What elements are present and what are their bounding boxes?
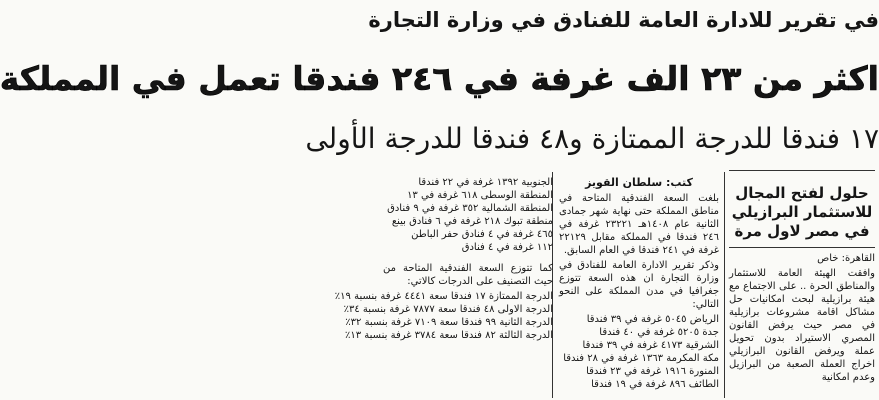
article-subheadline: ١٧ فندقا للدرجة الممتازة و٤٨ فندقا للدرجة الأولى [305, 122, 879, 155]
city-item: الرياض ٥٠٤٥ غرفة في ٣٩ فندقا [586, 314, 719, 325]
classification-row: الدرجة الثانية ٩٩ فندقا سعة ٧١٠٩ غرفة بنسبة ٣٢٪ [345, 317, 553, 328]
region-item: الجنوبية ١٣٩٢ غرفة في ٢٢ فندقا [418, 177, 553, 188]
sidebar-title-rule [729, 247, 875, 248]
article-paragraph: بلغت السعة الفندقية المتاحة في مناطق المملكة حتى نهاية شهر جمادى الثانية عام ١٤٠٨هـ ٢٣٢٢١ غرفة في ٢٤٦ فندقا في المملكة مقابل ٢٢١٢٩ غرفة في ٢٤١ فندقا في العام السابق. [559, 193, 719, 256]
classification-list [334, 290, 553, 342]
region-item: المنطقة الشمالية ٣٥٢ غرفة في ٩ فنادق [387, 203, 553, 214]
article-paragraph: وذكر تقرير الادارة العامة للفنادق في وزارة التجارة ان هذه السعة تتوزع جغرافيا في مدن المملكة على النحو التالي: [559, 260, 719, 310]
region-item: المنطقة الوسطى ٦١٨ غرفة في ١٣ [407, 190, 553, 201]
city-item: المنورة ١٩١٦ غرفة في ٢٣ فندقا [586, 366, 719, 377]
region-item: منطقة تبوك ٢١٨ غرفة في ٦ فنادق بينع [391, 216, 553, 227]
classification-row: الدرجة الاولى ٤٨ فندقا سعة ٧٨٧٧ غرفة بنسبة ٣٤٪ [343, 304, 553, 315]
classification-row: الدرجة الثالثة ٨٢ فندقا سعة ٣٧٨٤ غرفة بنسبة ١٣٪ [345, 330, 553, 341]
article-byline: كتب: سلطان القويز [585, 176, 693, 189]
region-item: ١١٢ غرفة في ٤ فنادق [461, 242, 553, 253]
article-kicker: في تقرير للادارة العامة للفنادق في وزارة التجارة [368, 8, 879, 32]
sidebar-story [729, 170, 875, 400]
article-headline: اكثر من ٢٣ الف غرفة في ٢٤٦ فندقا تعمل في المملكة [0, 59, 879, 98]
city-item: الطائف ٨٩٦ غرفة في ١٩ فندقا [591, 379, 719, 390]
classification-intro: كما تتوزع السعة الفندقية المتاحة من حيث التصنيف على الدرجات كالاتي: [383, 263, 553, 287]
city-item: مكة المكرمة ١٣٦٣ غرفة في ٢٨ فندقا [563, 353, 719, 364]
sidebar-dateline: القاهرة: خاص [817, 253, 875, 264]
column-divider-right [724, 172, 725, 398]
region-list [383, 176, 553, 254]
sidebar-body: وافقت الهيئة العامة للاستثمار والمناطق الحرة .. على الاجتماع مع هيئة برازيلية لبحث امكانيات حل مشاكل اقامة مشروعات برازيلية في مصر حيث يرفض القانون المصري الاستيراد بدون تحويل عملة ويرفض القانون البرازيلي اخراج العملة الصعبة من البرازيل وعدم امكانية [729, 268, 875, 383]
region-item: ٤٦٥ غرفة في ٤ فنادق حفر الباطن [411, 229, 553, 240]
sidebar-title: حلول لفتح المجال للاستثمار البرازيلي في مصر لاول مرة [731, 184, 873, 240]
city-list [559, 313, 719, 391]
article-body-column [559, 170, 719, 400]
classification-row: الدرجة الممتازة ١٧ فندقا سعة ٤٤٤١ غرفة بنسبة ١٩٪ [334, 291, 553, 302]
statistics-column [334, 170, 553, 400]
city-item: جدة ٥٢٠٥ غرفة في ٤٠ فندقا [599, 327, 719, 338]
city-item: الشرقية ٤١٧٣ غرفة في ٣٩ فندقا [582, 340, 719, 351]
